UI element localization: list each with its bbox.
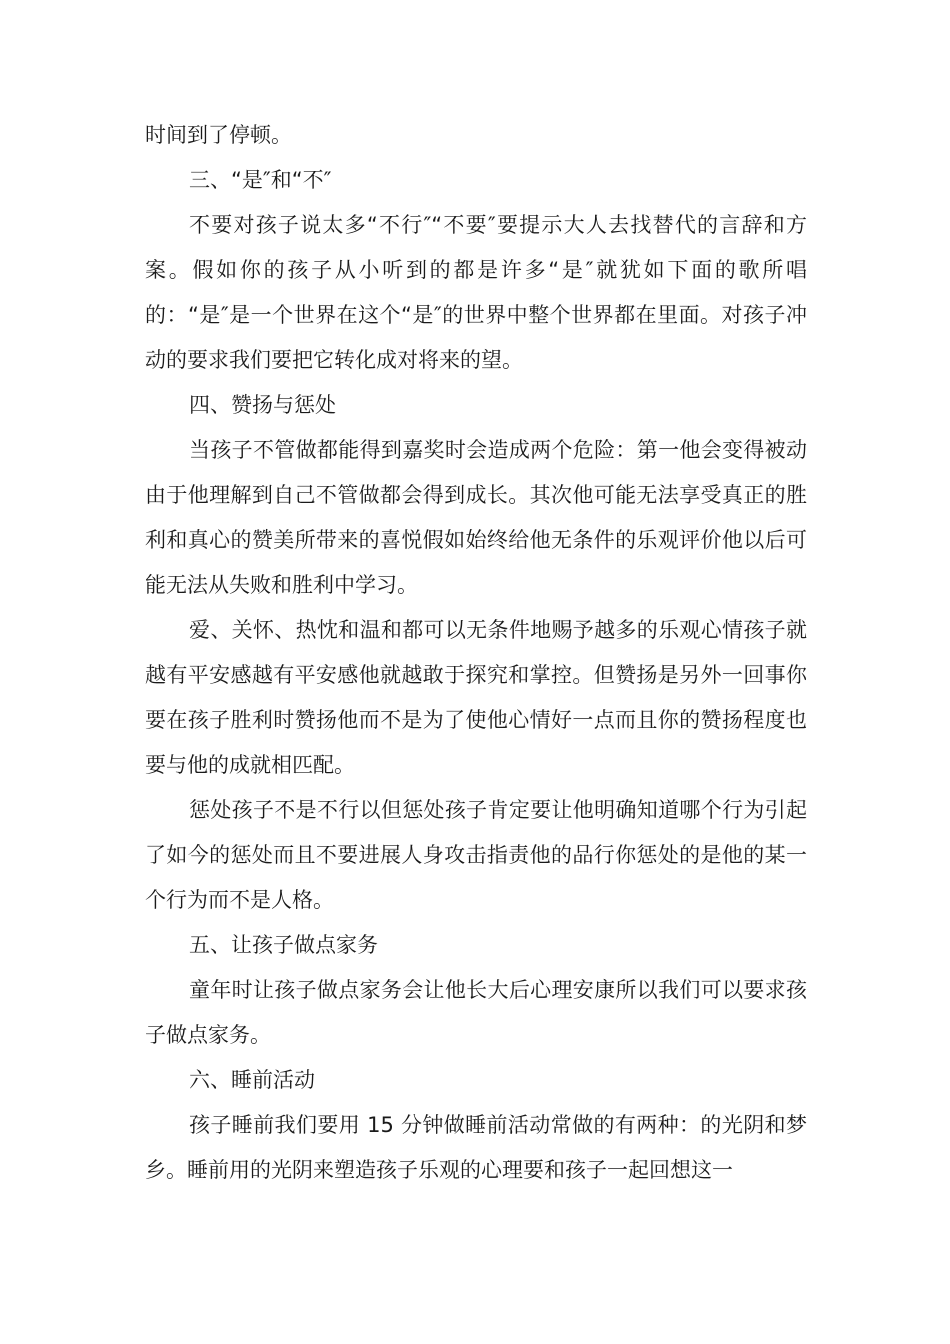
section-heading-4: 四、赞扬与惩处 (189, 393, 336, 417)
document-body (145, 113, 807, 1193)
paragraph-continuation: 时间到了停顿。 (145, 123, 292, 147)
section-heading-3: 三、“是″和“不″ (189, 168, 332, 192)
paragraph: 当孩子不管做都能得到嘉奖时会造成两个危险：第一他会变得被动由于他理解到自己不管做都会得到成长。其次他可能无法享受真正的胜利和真心的赞美所带来的喜悦假如始终给他无条件的乐观评价他以后可能无法从失败和胜利中学习。 (145, 438, 807, 597)
section-heading-6: 六、睡前活动 (189, 1068, 315, 1092)
section-heading-5: 五、让孩子做点家务 (189, 933, 378, 957)
paragraph: 爱、关怀、热忱和温和都可以无条件地赐予越多的乐观心情孩子就越有平安感越有平安感他就越敢于探究和掌控。但赞扬是另外一回事你要在孩子胜利时赞扬他而不是为了使他心情好一点而且你的赞扬程度也要与他的成就相匹配。 (145, 618, 807, 777)
paragraph: 孩子睡前我们要用 15 分钟做睡前活动常做的有两种：的光阴和梦乡。睡前用的光阴来塑造孩子乐观的心理要和孩子一起回想这一 (145, 1113, 807, 1182)
paragraph: 惩处孩子不是不行以但惩处孩子肯定要让他明确知道哪个行为引起了如今的惩处而且不要进展人身攻击指责他的品行你惩处的是他的某一个行为而不是人格。 (145, 798, 807, 912)
paragraph: 童年时让孩子做点家务会让他长大后心理安康所以我们可以要求孩子做点家务。 (145, 978, 807, 1047)
paragraph: 不要对孩子说太多“不行″“不要″要提示大人去找替代的言辞和方案。假如你的孩子从小听到的都是许多“是″就犹如下面的歌所唱的：“是″是一个世界在这个“是″的世界中整个世界都在里面。对孩子冲动的要求我们要把它转化成对将来的望。 (145, 213, 807, 372)
